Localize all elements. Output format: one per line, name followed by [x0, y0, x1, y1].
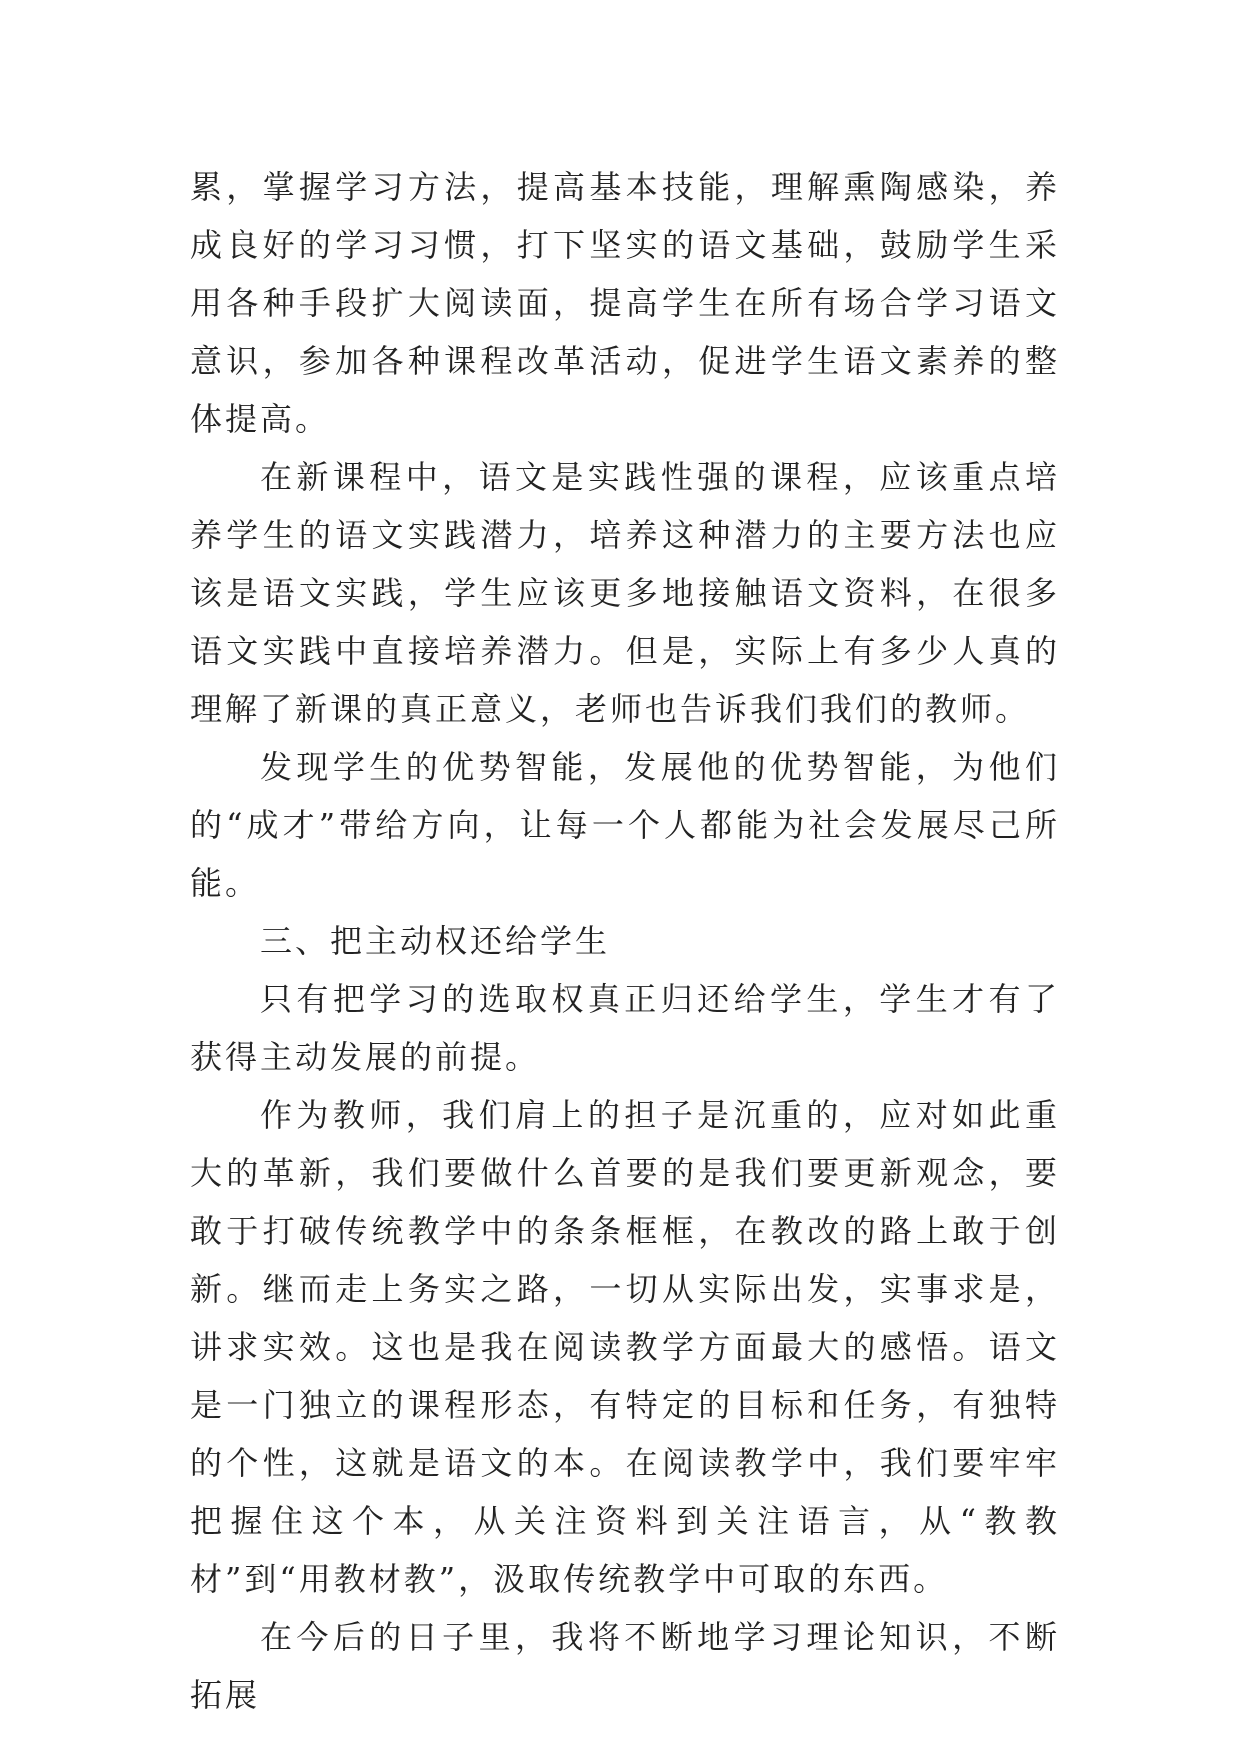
paragraph-6: 在今后的日子里，我将不断地学习理论知识，不断拓展 — [190, 1618, 1060, 1714]
paragraph-5: 作为教师，我们肩上的担子是沉重的，应对如此重大的革新，我们要做什么首要的是我们要更新观念，要敢于打破传统教学中的条条框框，在教改的路上敢于创新。继而走上务实之路，一切从实际出发，实事求是，讲求实效。这也是我在阅读教学方面最大的感悟。语文是一门独立的课程形态，有特定的目标和任务，有独特的个性，这就是语文的本。在阅读教学中，我们要牢牢把握住这个本，从关注资料到关注语言，从“教教材”到“用教材教”，汲取传统教学中可取的东西。 — [190, 1096, 1060, 1598]
section-heading: 三、把主动权还给学生 — [260, 922, 611, 960]
paragraph-1: 累，掌握学习方法，提高基本技能，理解熏陶感染，养成良好的学习习惯，打下坚实的语文基础，鼓励学生采用各种手段扩大阅读面，提高学生在所有场合学习语文意识，参加各种课程改革活动，促进学生语文素养的整体提高。 — [190, 168, 1060, 438]
paragraph-4: 只有把学习的选取权真正归还给学生，学生才有了获得主动发展的前提。 — [190, 980, 1060, 1076]
paragraph-3: 发现学生的优势智能，发展他的优势智能，为他们的“成才”带给方向，让每一个人都能为社会发展尽己所能。 — [190, 748, 1060, 902]
document-body — [190, 158, 1060, 1724]
paragraph-2: 在新课程中，语文是实践性强的课程，应该重点培养学生的语文实践潜力，培养这种潜力的主要方法也应该是语文实践，学生应该更多地接触语文资料，在很多语文实践中直接培养潜力。但是，实际上有多少人真的理解了新课的真正意义，老师也告诉我们我们的教师。 — [190, 458, 1060, 728]
